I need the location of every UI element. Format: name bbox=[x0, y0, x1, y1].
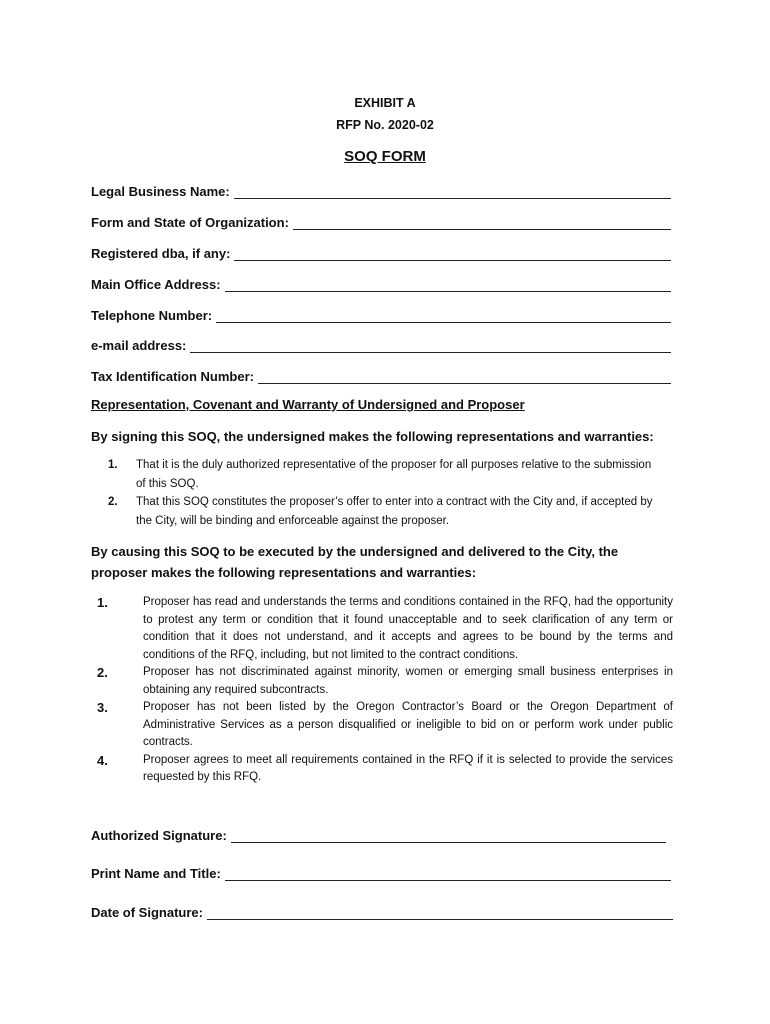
registered-dba-input[interactable] bbox=[234, 248, 671, 262]
list-item bbox=[97, 699, 673, 752]
list-item bbox=[108, 456, 653, 493]
field-label: Tax Identification Number: bbox=[91, 369, 254, 384]
field-label: Legal Business Name: bbox=[91, 184, 230, 199]
field-line bbox=[293, 216, 671, 230]
legal-business-name-field bbox=[91, 181, 671, 199]
field-line bbox=[190, 339, 671, 353]
field-label: Date of Signature: bbox=[91, 905, 203, 920]
list-number: 1. bbox=[108, 459, 118, 471]
list-text: That this SOQ constitutes the proposer’s offer to enter into a contract with the City and, if accepted by the City, will be binding and enforceable against the proposer. bbox=[136, 496, 653, 527]
field-label: e-mail address: bbox=[91, 338, 187, 353]
date-of-signature-field bbox=[91, 902, 673, 920]
intro-paragraph-2: By causing this SOQ to be executed by the undersigned and delivered to the City, the proposer makes the following representations and warranties: bbox=[91, 544, 619, 580]
rfp-number: RFP No. 2020-02 bbox=[336, 118, 434, 132]
list-text: Proposer has read and understands the terms and conditions contained in the RFQ, had the opportunity to protest any term or condition that it found unacceptable and to seek clarification of any term or condition that it does not understand, and it accepts and agrees to be bound by the terms and conditions of the RFQ, including, but not limited to the contract conditions. bbox=[143, 596, 673, 661]
list-text: Proposer has not discriminated against minority, women or emerging small business enterprises in obtaining any required subcontracts. bbox=[143, 666, 673, 696]
legal-business-name-input[interactable] bbox=[234, 186, 671, 200]
list-number: 3. bbox=[97, 700, 108, 715]
field-label: Form and State of Organization: bbox=[91, 215, 289, 230]
representation-list-2 bbox=[97, 594, 673, 787]
date-of-signature-input[interactable] bbox=[207, 907, 673, 921]
authorized-signature-field bbox=[91, 825, 666, 843]
intro-paragraph-1: By signing this SOQ, the undersigned makes the following representations and warranties: bbox=[91, 429, 654, 444]
field-line bbox=[234, 185, 671, 199]
list-text: That it is the duly authorized representative of the proposer for all purposes relative to the submission of this SOQ. bbox=[136, 459, 652, 490]
list-number: 2. bbox=[108, 496, 118, 508]
list-item bbox=[108, 493, 653, 530]
list-text: Proposer agrees to meet all requirements contained in the RFQ if it is selected to provide the services requested by this RFQ. bbox=[143, 753, 673, 783]
main-office-address-input[interactable] bbox=[225, 279, 671, 293]
field-line bbox=[207, 906, 673, 920]
registered-dba-field bbox=[91, 243, 671, 261]
field-label: Registered dba, if any: bbox=[91, 246, 231, 261]
field-line bbox=[225, 278, 671, 292]
tax-id-field bbox=[91, 366, 671, 384]
form-title: SOQ FORM bbox=[344, 148, 426, 165]
field-label: Print Name and Title: bbox=[91, 866, 221, 881]
main-office-address-field bbox=[91, 274, 671, 292]
list-number: 4. bbox=[97, 752, 108, 768]
list-number: 1. bbox=[97, 595, 108, 610]
exhibit-heading: EXHIBIT A bbox=[354, 96, 416, 110]
list-number: 2. bbox=[97, 665, 108, 680]
list-item bbox=[97, 664, 673, 699]
form-and-state-input[interactable] bbox=[293, 217, 671, 231]
list-text: Proposer has not been listed by the Oregon Contractor’s Board or the Oregon Department of Administrative Services as a person disqualified or ineligible to bid on or perform work under public contracts. bbox=[143, 701, 673, 748]
telephone-number-field bbox=[91, 305, 671, 323]
section-title: Representation, Covenant and Warranty of Undersigned and Proposer bbox=[91, 397, 525, 412]
tax-id-input[interactable] bbox=[258, 371, 671, 385]
list-item bbox=[97, 594, 673, 664]
list-item bbox=[97, 752, 673, 787]
field-line bbox=[258, 370, 671, 384]
email-address-input[interactable] bbox=[190, 340, 671, 354]
telephone-number-input[interactable] bbox=[216, 310, 671, 324]
field-line bbox=[225, 867, 671, 881]
email-address-field bbox=[91, 335, 671, 353]
representation-list-1 bbox=[108, 456, 653, 530]
field-line bbox=[231, 829, 666, 843]
field-line bbox=[234, 247, 671, 261]
form-and-state-field bbox=[91, 212, 671, 230]
field-label: Telephone Number: bbox=[91, 308, 213, 323]
print-name-title-input[interactable] bbox=[225, 868, 671, 882]
field-label: Main Office Address: bbox=[91, 277, 221, 292]
print-name-title-field bbox=[91, 863, 671, 881]
field-line bbox=[216, 309, 671, 323]
authorized-signature-input[interactable] bbox=[231, 830, 666, 844]
field-label: Authorized Signature: bbox=[91, 828, 227, 843]
